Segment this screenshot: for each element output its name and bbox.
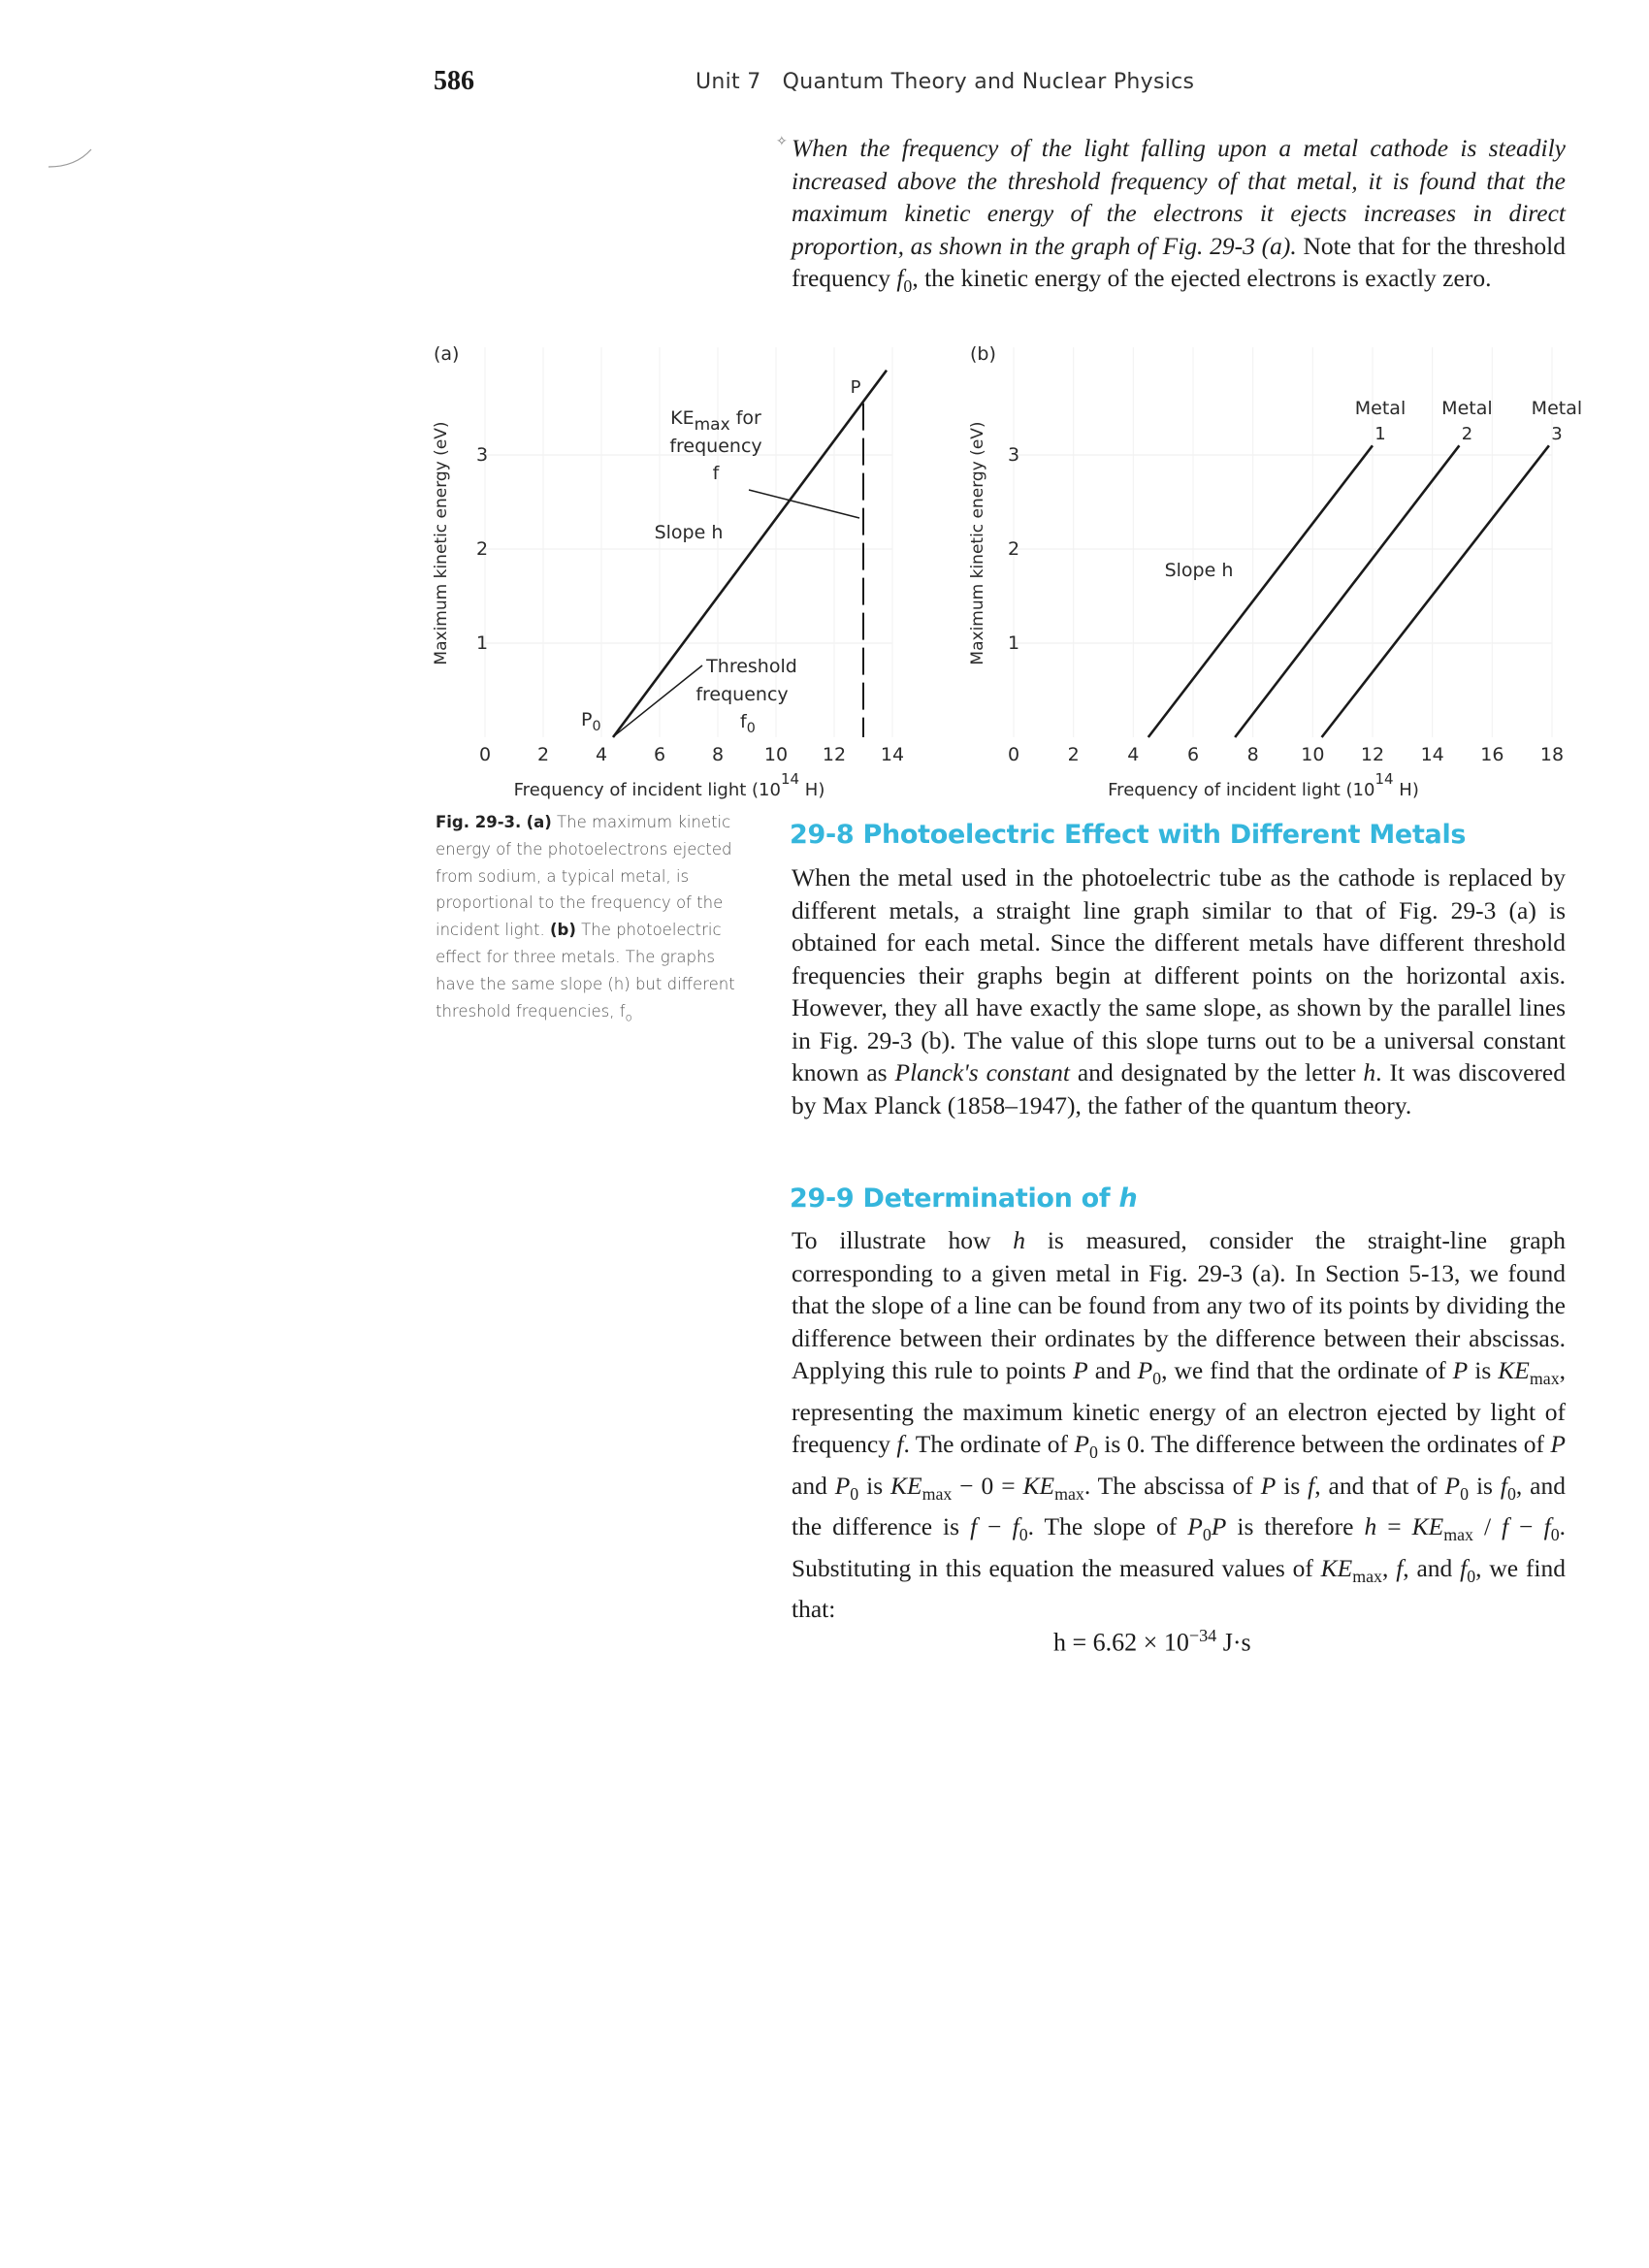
s9-i: h: [1364, 1512, 1377, 1541]
s9-sub: 0: [1018, 1525, 1028, 1545]
s9-sub: 0: [1550, 1525, 1560, 1545]
s9-i: KE: [1320, 1553, 1353, 1582]
page-number: 586: [434, 66, 474, 96]
metal-label-number: 3: [1551, 424, 1563, 444]
caption-a-text: The maximum kinetic energy of the photoelectrons ejected from sodium, a typical metal, is proportional to the frequency of the incident light.: [436, 813, 732, 940]
s9-t: is: [858, 1471, 891, 1500]
s9-i: f: [896, 1430, 904, 1459]
panel-label: (b): [970, 343, 996, 365]
s9-i: P: [1444, 1471, 1461, 1500]
threshold-label-line3: $f_0$: [740, 711, 756, 736]
x-tick-label: 8: [711, 744, 725, 765]
s9-t: . The slope of: [1027, 1512, 1188, 1541]
s8-h: h: [1363, 1058, 1376, 1086]
equation-exponent: −34: [1188, 1626, 1217, 1645]
s9-t: . The ordinate of: [903, 1430, 1075, 1459]
y-tick-label: 1: [1007, 632, 1020, 654]
s8-text: When the metal used in the photoelectric tube as the cathode is replaced by different metals, a straight line graph similar to that of Fig. 29-3 (a) is obtained for each metal. Since the different metals have different threshold frequencies their graphs begin at different points on the horizontal axis. However, they all have exactly the same slope, as shown by the parallel lines in Fig. 29-3 (b). The value of this slope turns out to be a universal constant known as: [792, 863, 1566, 1086]
equation-lhs: h = 6.62 × 10: [1053, 1628, 1189, 1657]
x-tick-label: 2: [536, 744, 550, 765]
x-tick-label: 10: [763, 744, 789, 765]
caption-fig-label: Fig. 29-3.: [436, 813, 522, 831]
section-29-8-body: [792, 861, 1566, 1121]
y-tick-label: 2: [1007, 538, 1020, 560]
x-tick-label: 4: [595, 744, 608, 765]
s9-t: ,: [1381, 1553, 1397, 1582]
s9-sub: 0: [1202, 1525, 1212, 1545]
s9-i: P: [1187, 1512, 1203, 1541]
slope-label: Slope h: [654, 522, 724, 543]
s9-t: is 0. The difference between the ordinates of: [1097, 1430, 1551, 1459]
section-29-9-body: [792, 1224, 1566, 1626]
threshold-label-line2: frequency: [695, 684, 789, 705]
x-tick-label: 2: [1067, 744, 1080, 765]
metal-label: Metal: [1531, 398, 1583, 419]
x-tick-label: 12: [1360, 744, 1385, 765]
unit-label: Unit 7: [695, 70, 761, 94]
s9-i: f: [1396, 1553, 1404, 1582]
s9-t: is: [1468, 1356, 1499, 1384]
s9-sub: max: [1352, 1566, 1382, 1586]
intro-italic: When the frequency of the light falling upon a metal cathode is steadily increased above the threshold frequency of that metal, it is found that the maximum kinetic energy of the electrons it ejects increases in direct proportion, as shown in the graph of Fig. 29-3 (a).: [792, 134, 1566, 260]
x-tick-label: 14: [880, 744, 905, 765]
x-tick-label: 12: [822, 744, 847, 765]
s9-sub: max: [1443, 1525, 1473, 1545]
intro-f0: f: [896, 264, 904, 292]
s9-t: /: [1472, 1512, 1503, 1541]
s9-i: f: [1460, 1553, 1468, 1582]
kemax-label-line2: frequency: [669, 436, 762, 457]
chapter-title: Quantum Theory and Nuclear Physics: [782, 70, 1195, 94]
intro-text: Note that for the threshold frequency: [792, 231, 1566, 292]
point-p0-label: $P_0$: [581, 709, 601, 734]
s9-sub: 0: [1467, 1566, 1476, 1586]
s9-i: P: [1137, 1356, 1153, 1384]
x-axis-label: Frequency of incident light ($10^{14}$ H): [513, 770, 825, 800]
x-tick-label: 0: [478, 744, 492, 765]
s9-i: h: [1013, 1226, 1025, 1254]
s8-text: . It was discovered by Max Planck (1858–1947), the father of the quantum theory.: [792, 1058, 1566, 1119]
s9-i: KE: [1411, 1512, 1444, 1541]
series-line-1: [1148, 445, 1373, 737]
s9-t: is measured, consider the straight-line graph corresponding to a given metal in Fig. 29-3 (a). In Section 5-13, we found that the slope of a line can be found from any two of its points by dividing the difference between their ordinates by the difference between their abscissas. Applying this rule to points: [792, 1226, 1567, 1384]
s9-sub: max: [1054, 1483, 1084, 1504]
s8-text: and designated by the letter: [1070, 1058, 1364, 1086]
s9-i: f: [1012, 1512, 1019, 1541]
s9-t: . Substituting in this equation the measured values of: [792, 1512, 1566, 1582]
s9-heading-h: h: [1118, 1183, 1138, 1214]
y-tick-label: 2: [475, 538, 489, 560]
s9-t: , representing the maximum kinetic energy of an electron ejected by light of frequency: [792, 1356, 1566, 1459]
s9-t: , we find that:: [792, 1553, 1566, 1624]
s9-i: f: [970, 1512, 978, 1541]
x-tick-label: 16: [1480, 744, 1504, 765]
threshold-label: Threshold: [706, 656, 797, 677]
s9-t: −: [977, 1512, 1013, 1541]
x-tick-label: 4: [1127, 744, 1140, 765]
s9-t: , and: [1403, 1553, 1461, 1582]
s9-t: , and the difference is: [792, 1471, 1566, 1541]
kemax-label: KEmax for: [670, 407, 761, 435]
caption-b-sub: o: [625, 1009, 632, 1023]
s9-i: P: [1074, 1430, 1089, 1459]
y-axis-label: Maximum kinetic energy (eV): [968, 421, 987, 665]
s9-sub: 0: [1152, 1369, 1162, 1389]
s9-t: − 0 =: [952, 1471, 1023, 1500]
x-tick-label: 8: [1246, 744, 1259, 765]
s9-i: f: [1308, 1471, 1315, 1500]
s9-sub: max: [922, 1483, 953, 1504]
slope-label: Slope h: [1164, 560, 1234, 581]
s9-t: To illustrate how: [792, 1226, 1014, 1254]
x-tick-label: 6: [653, 744, 666, 765]
s9-t: is: [1469, 1471, 1501, 1500]
equation-unit: J·s: [1216, 1628, 1251, 1657]
metal-label: Metal: [1354, 398, 1406, 419]
x-tick-label: 18: [1539, 744, 1565, 765]
caption-b-label: (b): [550, 921, 576, 940]
s9-i: KE: [1022, 1471, 1055, 1500]
section-29-8-heading: 29-8 Photoelectric Effect with Different Metals: [790, 820, 1467, 850]
metal-label: Metal: [1441, 398, 1493, 419]
s9-t: =: [1376, 1512, 1412, 1541]
x-tick-label: 14: [1420, 744, 1444, 765]
s9-t: −: [1508, 1512, 1544, 1541]
s9-i: f: [1502, 1512, 1509, 1541]
scan-mark-icon: ✧: [776, 134, 788, 149]
s9-i: P: [1550, 1430, 1566, 1459]
s9-t: , and that of: [1314, 1471, 1445, 1500]
s9-t: and: [792, 1471, 835, 1500]
s9-heading-text: 29-9 Determination of: [790, 1183, 1119, 1214]
y-tick-label: 3: [475, 444, 489, 466]
series-line-3: [1322, 445, 1549, 737]
x-tick-label: 6: [1186, 744, 1200, 765]
metal-label-number: 2: [1461, 424, 1473, 444]
caption-a-label: (a): [526, 813, 552, 831]
s9-sub: 0: [1460, 1483, 1470, 1504]
figure-29-3: [0, 0, 1649, 815]
s9-i: P: [1452, 1356, 1469, 1384]
metal-label-number: 1: [1374, 424, 1386, 444]
kemax-label-line3: f: [712, 463, 720, 484]
s9-sub: 0: [1088, 1442, 1098, 1463]
s9-t: is therefore: [1226, 1512, 1365, 1541]
s9-t: and: [1087, 1356, 1138, 1384]
s9-t: is: [1276, 1471, 1309, 1500]
s9-i: KE: [890, 1471, 922, 1500]
s9-i: P: [1073, 1356, 1088, 1384]
intro-f0-sub: 0: [903, 276, 913, 297]
intro-text-end: , the kinetic energy of the ejected electrons is exactly zero.: [912, 264, 1492, 292]
x-tick-label: 10: [1301, 744, 1325, 765]
figure-caption: [436, 809, 744, 1031]
caption-b-text: The photoelectric effect for three metals. The graphs have the same slope (h) but different threshold frequencies, f: [436, 921, 735, 1021]
s9-t: . The abscissa of: [1083, 1471, 1261, 1500]
s9-i: P: [1211, 1512, 1227, 1541]
point-p-label: P: [850, 377, 861, 398]
s9-i: P: [1260, 1471, 1277, 1500]
s9-sub: 0: [850, 1483, 859, 1504]
s9-sub: 0: [1506, 1483, 1516, 1504]
planck-equation: [1053, 1626, 1251, 1658]
series-line-2: [1235, 445, 1459, 737]
y-axis-label: Maximum kinetic energy (eV): [432, 421, 451, 665]
s9-sub: max: [1529, 1369, 1560, 1389]
x-axis-label: Frequency of incident light ($10^{14}$ H): [1108, 770, 1419, 800]
panel-label: (a): [434, 343, 460, 365]
y-tick-label: 1: [475, 632, 489, 654]
s9-i: f: [1500, 1471, 1507, 1500]
s8-planck: Planck's constant: [894, 1058, 1071, 1086]
s9-i: P: [834, 1471, 851, 1500]
section-29-9-heading: [790, 1183, 1137, 1214]
y-tick-label: 3: [1007, 444, 1020, 466]
s9-i: KE: [1498, 1356, 1530, 1384]
s9-t: , we find that the ordinate of: [1161, 1356, 1453, 1384]
s9-i: f: [1543, 1512, 1551, 1541]
kemax-pointer: [749, 490, 859, 518]
x-tick-label: 0: [1007, 744, 1020, 765]
